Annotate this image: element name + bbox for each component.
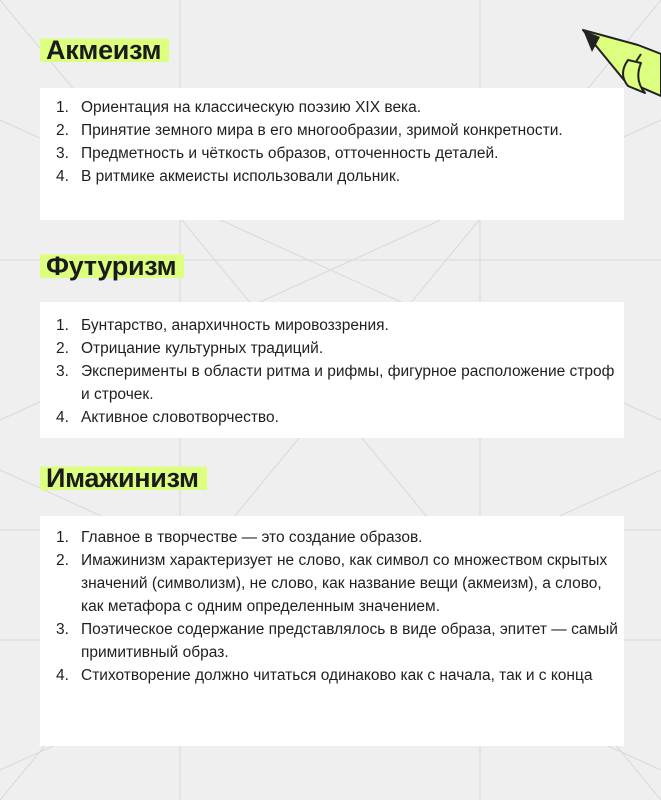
list-item: 3. Поэтическое содержание представлялось в виде образа, эпитет — самый примитивный образ. bbox=[56, 621, 618, 661]
list-item: 3. Предметность и чёткость образов, отточенность деталей. bbox=[56, 145, 499, 162]
acmeism-list bbox=[40, 96, 624, 188]
acmeism-list-card bbox=[40, 88, 624, 220]
futurism-list bbox=[40, 314, 624, 429]
list-item: 4. Активное словотворчество. bbox=[56, 409, 279, 426]
futurism-list-card bbox=[40, 302, 624, 438]
list-item: 1. Главное в творчестве — это создание образов. bbox=[56, 529, 423, 546]
list-item: 1. Бунтарство, анархичность мировоззрения. bbox=[56, 317, 389, 334]
list-item: 2. Имажинизм характеризует не слово, как символ со множеством скрытых значений (символизм), не слово, как название вещи (акмеизм), а слово, как метафора с одним определенным значением. bbox=[56, 552, 608, 615]
section-heading-futurism: Футуризм bbox=[40, 250, 184, 282]
list-item: 4. Стихотворение должно читаться одинаково как с начала, так и с конца bbox=[56, 667, 593, 684]
section-heading-acmeism: Акмеизм bbox=[40, 34, 169, 66]
list-item: 3. Эксперименты в области ритма и рифмы, фигурное расположение строф и строчек. bbox=[56, 363, 615, 403]
imaginism-list-card bbox=[40, 516, 624, 746]
section-heading-imaginism: Имажинизм bbox=[40, 462, 207, 494]
list-item: 1. Ориентация на классическую поэзию XIX века. bbox=[56, 99, 422, 116]
list-item: 2. Отрицание культурных традиций. bbox=[56, 340, 324, 357]
list-item: 4. В ритмике акмеисты использовали дольник. bbox=[56, 168, 401, 185]
list-item: 2. Принятие земного мира в его многообразии, зримой конкретности. bbox=[56, 122, 563, 139]
imaginism-list bbox=[40, 526, 624, 687]
